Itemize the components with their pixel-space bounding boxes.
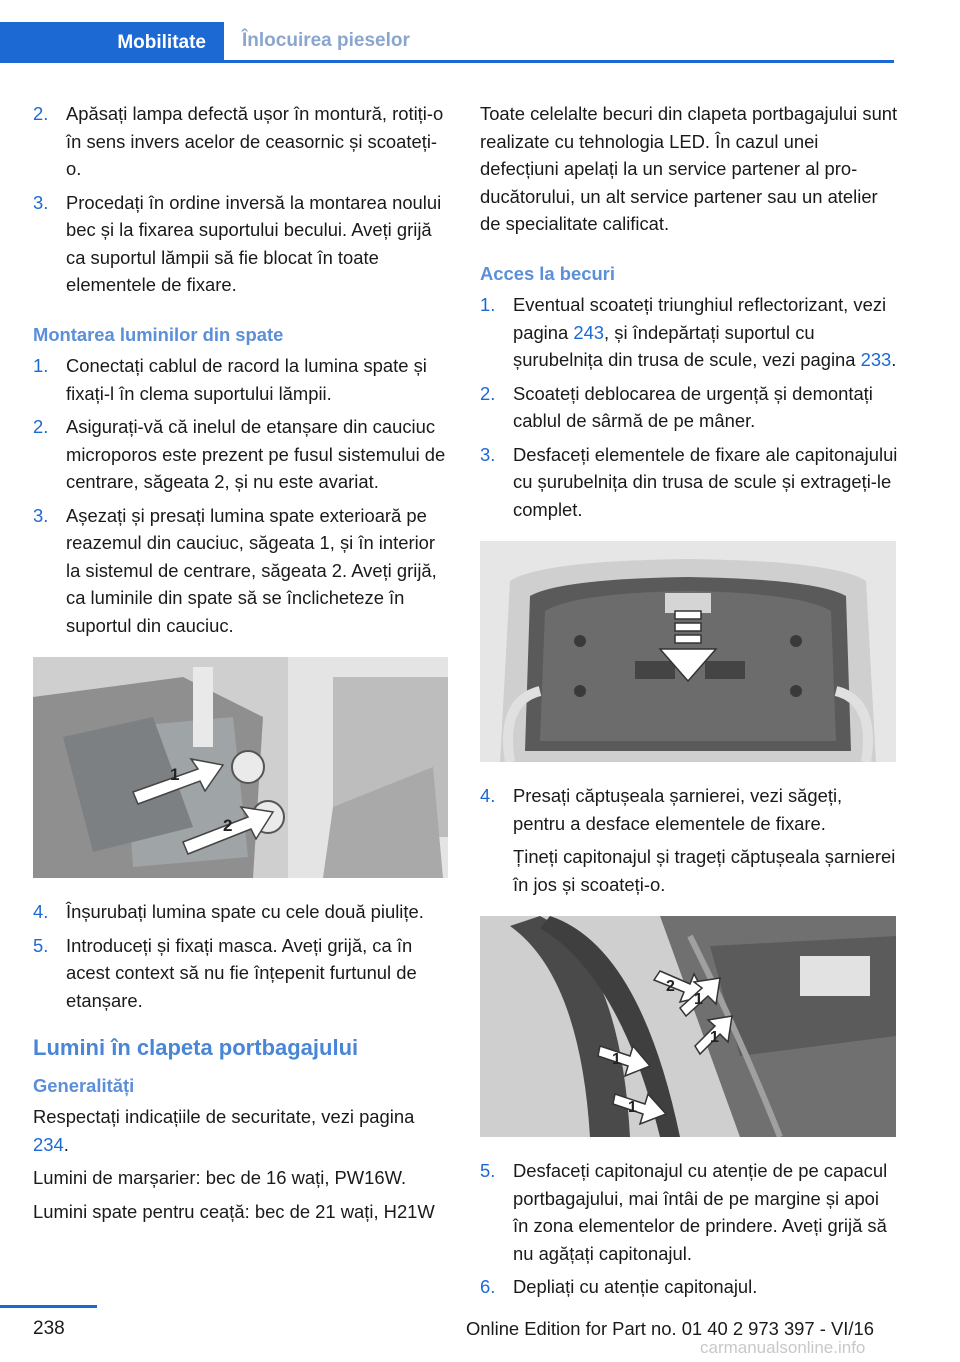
edition-note: Online Edition for Part no. 01 40 2 973 397 - VI/16 <box>466 1318 874 1339</box>
arrow-label: 1 <box>612 1051 621 1068</box>
step-number: 2. <box>33 103 49 124</box>
step-number: 1. <box>480 294 496 315</box>
step-text: Asigurați-vă că inelul de etanșare din cauciuc microporos este prezent pe fusul sistemului de centrare, săgeata 2, și nu este avariat. <box>66 416 446 492</box>
step-text-part: . <box>891 349 897 370</box>
left-column <box>33 100 449 1231</box>
paragraph-safety <box>33 1103 449 1158</box>
step-text: Apăsați lampa defectă ușor în montură, rotiți-o în sens invers acelor de ceasornic și scoateți-o. <box>66 103 444 179</box>
page-header <box>0 22 894 62</box>
step-text: Desfaceți elementele de fixare ale capitonajului cu șurubelnița din trusa de scule și extrageți-le complet. <box>513 443 898 520</box>
hinge-cover-illustration <box>480 916 896 1137</box>
paragraph-intro: Toate celelalte becuri din clapeta portbagajului sunt realizate cu tehnologia LED. În cazul unei defecțiuni apelați la un service partener al producătorului, un alt service partener sau un atelier de specialitate calificat. <box>480 103 898 234</box>
step-text: Introduceți și fixați masca. Aveți grijă, ca în acest context să nu fie înțepenit furtunul de etanșare. <box>66 934 417 1011</box>
step-subtext: Țineți capitonajul și trageți căptușeala șarnierei în jos și scoateți-o. <box>513 846 896 895</box>
step-text-part: , și îndepărtați suportul cu șurubelnița din trusa de scule, vezi pagina <box>513 321 861 370</box>
tab-inlocuirea-pieselor[interactable]: Înlocuirea pieselor <box>242 30 410 51</box>
step-text: Conectați cablul de racord la lumina spate și fixați-l în clema suportului lămpii. <box>66 355 427 404</box>
step-number: 3. <box>33 504 49 526</box>
watermark: carmanualsonline.info <box>700 1338 866 1357</box>
figure-hinge-cover <box>480 916 896 1137</box>
arrow-label: 2 <box>666 978 675 995</box>
list-item <box>480 380 898 435</box>
step-text: Așezați și presați lumina spate exterioară pe reazemul din cauciuc, săgeata 1, și în interior la sistemul de centrare, săgeata 2. Aveți grijă, ca luminile din spate să se înclicheteze în suportul din cauciuc. <box>66 504 437 636</box>
page-number: 238 <box>33 1318 65 1339</box>
list-item <box>480 291 898 374</box>
list-item <box>33 502 449 640</box>
subheading-montare: Montarea luminilor din spate <box>33 323 284 345</box>
step-number: 3. <box>33 191 49 213</box>
tab-mobilitate[interactable]: Mobilitate <box>0 22 224 63</box>
arrow-label: 1 <box>170 765 180 784</box>
figure-trunk-lid <box>480 541 896 762</box>
step-number: 6. <box>480 1276 496 1297</box>
step-text-part: Eventual scoateți triunghiul reflectorizant, vezi pagina <box>513 294 887 343</box>
step-text <box>513 291 898 374</box>
page-link-234[interactable]: 234 <box>33 1133 64 1155</box>
list-item <box>33 898 449 926</box>
step-text: Presați căptușeala șarnierei, vezi săgeți, pentru a desface elementele de fixare. <box>513 785 843 834</box>
header-rule <box>0 60 894 63</box>
arrow-label: 2 <box>223 816 233 835</box>
paragraph-text: . <box>63 1133 69 1155</box>
step-number: 5. <box>480 1160 496 1181</box>
arrow-label: 1 <box>710 1029 719 1046</box>
step-number: 5. <box>33 934 49 956</box>
arrow-label: 1 <box>694 991 703 1008</box>
paragraph-fog-light: Lumini spate pentru ceață: bec de 21 wați, H21W <box>33 1200 435 1222</box>
step-number: 3. <box>480 443 496 465</box>
step-text: Scoateți deblocarea de urgență și demontați cablul de sârmă de pe mâner. <box>513 382 873 431</box>
step-number: 4. <box>480 785 496 806</box>
page-link-243[interactable]: 243 <box>573 321 605 343</box>
section-heading: Lumini în clapeta portbagajului <box>33 1035 359 1060</box>
step-text: Înșurubați lumina spate cu cele două piulițe. <box>66 901 424 922</box>
step-text: Depliați cu atenție capitonajul. <box>513 1276 758 1297</box>
list-item <box>480 782 898 837</box>
step-number: 1. <box>33 355 49 376</box>
step-number: 2. <box>33 416 49 437</box>
subheading-generalitati: Generalități <box>33 1074 135 1096</box>
list-item <box>480 1157 898 1267</box>
list-item <box>33 413 449 496</box>
list-item <box>480 1273 898 1301</box>
list-item <box>33 100 449 183</box>
list-item <box>33 352 449 407</box>
step-number: 4. <box>33 901 49 922</box>
figure-tail-light <box>33 657 448 878</box>
tail-light-illustration <box>33 657 448 878</box>
step-text: Procedați în ordine inversă la montarea noului bec și la fixarea suportului becului. Aveți grijă ca suportul lămpii să fie blocat în toate elementele de fixare. <box>66 191 442 295</box>
trunk-lid-illustration <box>480 541 896 762</box>
page-link-233[interactable]: 233 <box>860 349 892 370</box>
list-item <box>480 441 898 524</box>
subheading-acces: Acces la becuri <box>480 262 615 284</box>
step-text: Desfaceți capitonajul cu atenție de pe capacul portbagajului, mai întâi de pe margine și apoi în zona elementelor de prindere. Aveți grijă să nu agățați capitonajul. <box>513 1160 888 1264</box>
list-item <box>33 189 449 299</box>
list-item <box>33 932 449 1015</box>
step-number: 2. <box>480 382 496 404</box>
paragraph-reverse-light: Lumini de marșarier: bec de 16 wați, PW16W. <box>33 1167 407 1188</box>
paragraph-text: Respectați indicațiile de securitate, vezi pagina <box>33 1106 415 1127</box>
right-column <box>480 100 898 1307</box>
arrow-label: 1 <box>628 1099 637 1116</box>
footer-rule <box>0 1305 97 1308</box>
